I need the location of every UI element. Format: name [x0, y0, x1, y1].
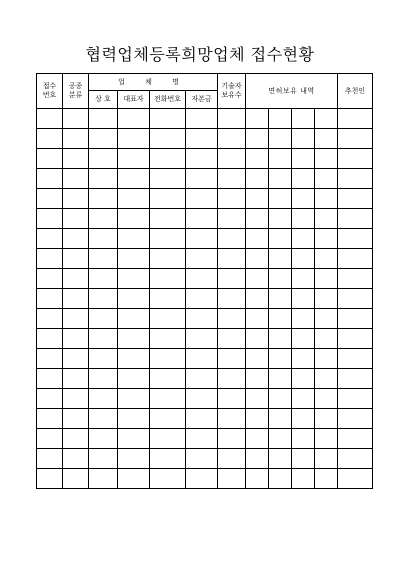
table-cell [218, 429, 246, 449]
header-capital: 자본금 [186, 91, 218, 109]
table-row [37, 229, 373, 249]
table-row [37, 289, 373, 309]
table-cell [246, 249, 269, 269]
table-cell [186, 389, 218, 409]
table-cell [186, 369, 218, 389]
table-cell [150, 189, 186, 209]
table-cell [89, 369, 118, 389]
table-cell [89, 429, 118, 449]
table-cell [292, 249, 315, 269]
registration-table [36, 73, 373, 489]
table-cell [246, 289, 269, 309]
table-cell [269, 309, 292, 329]
table-cell [37, 109, 63, 129]
table-cell [269, 369, 292, 389]
table-row [37, 349, 373, 369]
table-cell [118, 329, 150, 349]
table-cell [89, 389, 118, 409]
table-cell [186, 149, 218, 169]
table-cell [63, 449, 89, 469]
table-cell [315, 229, 338, 249]
table-cell [269, 429, 292, 449]
table-cell [315, 449, 338, 469]
table-cell [315, 189, 338, 209]
table-cell [315, 369, 338, 389]
header-company-group [89, 74, 218, 91]
table-cell [118, 389, 150, 409]
table-cell [89, 129, 118, 149]
table-cell [338, 449, 373, 469]
table-cell [218, 289, 246, 309]
table-cell [118, 209, 150, 229]
table-cell [269, 449, 292, 469]
table-cell [186, 269, 218, 289]
table-cell [269, 289, 292, 309]
table-cell [292, 449, 315, 469]
table-cell [89, 249, 118, 269]
table-cell [150, 289, 186, 309]
table-cell [218, 369, 246, 389]
table-cell [338, 269, 373, 289]
table-cell [37, 449, 63, 469]
table-cell [37, 149, 63, 169]
table-cell [63, 409, 89, 429]
table-row [37, 469, 373, 489]
table-cell [269, 229, 292, 249]
table-cell [315, 269, 338, 289]
table-cell [292, 269, 315, 289]
table-cell [37, 229, 63, 249]
table-cell [63, 189, 89, 209]
table-cell [315, 149, 338, 169]
table-cell [292, 309, 315, 329]
table-cell [37, 249, 63, 269]
table-cell [246, 409, 269, 429]
table-cell [150, 149, 186, 169]
table-cell [338, 329, 373, 349]
table-cell [63, 329, 89, 349]
table-cell [315, 209, 338, 229]
table-row [37, 449, 373, 469]
table-row [37, 249, 373, 269]
table-cell [269, 129, 292, 149]
table-cell [186, 309, 218, 329]
table-cell [218, 269, 246, 289]
table-row [37, 169, 373, 189]
table-cell [150, 109, 186, 129]
header-trade-name: 상 호 [89, 91, 118, 109]
table-cell [338, 189, 373, 209]
table-cell [150, 429, 186, 449]
table-row [37, 129, 373, 149]
table-cell [186, 209, 218, 229]
table-cell [89, 189, 118, 209]
table-cell [186, 109, 218, 129]
table-cell [269, 209, 292, 229]
table-row [37, 429, 373, 449]
table-cell [118, 269, 150, 289]
table-cell [150, 389, 186, 409]
table-cell [269, 149, 292, 169]
table-cell [292, 389, 315, 409]
table-row [37, 329, 373, 349]
table-cell [118, 189, 150, 209]
table-cell [89, 109, 118, 129]
table-cell [186, 249, 218, 269]
table-row [37, 369, 373, 389]
table-row [37, 209, 373, 229]
table-cell [292, 129, 315, 149]
table-row [37, 309, 373, 329]
table-cell [186, 429, 218, 449]
table-cell [338, 349, 373, 369]
table-cell [338, 229, 373, 249]
table-cell [63, 229, 89, 249]
table-cell [246, 349, 269, 369]
table-cell [269, 409, 292, 429]
table-cell [246, 309, 269, 329]
table-cell [269, 389, 292, 409]
table-cell [246, 469, 269, 489]
table-cell [292, 469, 315, 489]
table-cell [338, 209, 373, 229]
table-cell [186, 189, 218, 209]
table-cell [338, 109, 373, 129]
table-cell [292, 189, 315, 209]
table-cell [37, 129, 63, 149]
table-cell [338, 369, 373, 389]
table-cell [246, 429, 269, 449]
table-cell [150, 269, 186, 289]
table-cell [218, 309, 246, 329]
table-cell [63, 369, 89, 389]
table-cell [246, 169, 269, 189]
table-cell [150, 209, 186, 229]
table-cell [315, 429, 338, 449]
table-cell [315, 249, 338, 269]
table-cell [186, 289, 218, 309]
table-cell [246, 449, 269, 469]
table-cell [37, 469, 63, 489]
header-phone: 전화번호 [150, 91, 186, 109]
table-cell [269, 269, 292, 289]
table-cell [292, 289, 315, 309]
table-cell [315, 169, 338, 189]
table-cell [118, 369, 150, 389]
table-cell [246, 189, 269, 209]
table-cell [63, 149, 89, 169]
table-row [37, 109, 373, 129]
table-cell [218, 129, 246, 149]
table-cell [150, 329, 186, 349]
table-cell [246, 149, 269, 169]
table-cell [63, 469, 89, 489]
table-cell [150, 129, 186, 149]
table-cell [246, 329, 269, 349]
table-cell [37, 309, 63, 329]
table-cell [246, 209, 269, 229]
table-cell [269, 249, 292, 269]
table-cell [37, 409, 63, 429]
table-cell [338, 289, 373, 309]
table-cell [218, 349, 246, 369]
table-cell [218, 329, 246, 349]
table-cell [315, 129, 338, 149]
table-cell [118, 129, 150, 149]
table-cell [118, 309, 150, 329]
table-cell [292, 109, 315, 129]
table-cell [292, 369, 315, 389]
table-cell [338, 389, 373, 409]
table-cell [63, 289, 89, 309]
table-cell [37, 389, 63, 409]
table-cell [118, 429, 150, 449]
table-cell [315, 349, 338, 369]
table-cell [37, 429, 63, 449]
table-cell [246, 229, 269, 249]
table-cell [338, 469, 373, 489]
table-cell [186, 349, 218, 369]
table-cell [315, 329, 338, 349]
table-cell [186, 229, 218, 249]
table-cell [89, 169, 118, 189]
header-receipt-number: 접수 번호 [37, 74, 63, 109]
table-cell [338, 129, 373, 149]
table-cell [89, 269, 118, 289]
table-cell [338, 149, 373, 169]
header-recommender: 추천인 [338, 74, 373, 109]
table-cell [292, 409, 315, 429]
table-cell [269, 189, 292, 209]
header-licenses: 면허보유 내역 [246, 74, 338, 109]
table-row [37, 189, 373, 209]
table-cell [338, 309, 373, 329]
table-cell [89, 449, 118, 469]
table-cell [338, 429, 373, 449]
table-row [37, 409, 373, 429]
table-cell [118, 349, 150, 369]
table-row [37, 149, 373, 169]
table-cell [218, 149, 246, 169]
table-cell [118, 289, 150, 309]
table-cell [315, 469, 338, 489]
table-cell [269, 349, 292, 369]
table-cell [218, 169, 246, 189]
table-cell [89, 209, 118, 229]
table-cell [118, 249, 150, 269]
document-title: 협력업체등록희망업체 접수현황 [85, 45, 315, 64]
table-cell [63, 389, 89, 409]
table-cell [118, 229, 150, 249]
table-cell [37, 329, 63, 349]
table-cell [338, 409, 373, 429]
table-cell [63, 129, 89, 149]
table-cell [315, 109, 338, 129]
table-cell [118, 109, 150, 129]
table-row [37, 389, 373, 409]
table-cell [89, 349, 118, 369]
table-cell [118, 409, 150, 429]
table-cell [186, 169, 218, 189]
table-cell [150, 229, 186, 249]
header-technicians: 기술자 보유수 [218, 74, 246, 109]
table-cell [186, 329, 218, 349]
table-cell [63, 209, 89, 229]
table-cell [150, 449, 186, 469]
table-cell [37, 349, 63, 369]
table-cell [292, 349, 315, 369]
table-cell [89, 289, 118, 309]
table-cell [63, 269, 89, 289]
table-cell [246, 369, 269, 389]
header-row-1 [37, 74, 373, 91]
table-cell [150, 309, 186, 329]
table-cell [246, 129, 269, 149]
table-cell [218, 189, 246, 209]
table-cell [269, 469, 292, 489]
table-cell [150, 169, 186, 189]
table-cell [292, 169, 315, 189]
table-cell [63, 169, 89, 189]
table-cell [218, 449, 246, 469]
table-cell [338, 249, 373, 269]
table-cell [63, 429, 89, 449]
table-cell [218, 249, 246, 269]
table-cell [246, 269, 269, 289]
table-cell [269, 109, 292, 129]
header-representative: 대표자 [118, 91, 150, 109]
table-cell [218, 109, 246, 129]
table-cell [186, 409, 218, 429]
table-cell [218, 209, 246, 229]
table-cell [150, 249, 186, 269]
header-trade-category: 공종 분류 [63, 74, 89, 109]
table-cell [246, 389, 269, 409]
table-cell [37, 169, 63, 189]
table-cell [63, 309, 89, 329]
table-cell [89, 309, 118, 329]
table-cell [292, 149, 315, 169]
table-cell [118, 469, 150, 489]
table-cell [315, 309, 338, 329]
table-cell [89, 409, 118, 429]
table-cell [246, 109, 269, 129]
table-cell [269, 329, 292, 349]
table-cell [89, 469, 118, 489]
table-cell [89, 229, 118, 249]
table-cell [89, 149, 118, 169]
table-cell [150, 369, 186, 389]
header-company-group-label: 업 체 명 [118, 77, 188, 86]
table-cell [292, 229, 315, 249]
table-cell [118, 149, 150, 169]
table-cell [315, 289, 338, 309]
table-cell [63, 109, 89, 129]
table-cell [315, 409, 338, 429]
table-cell [37, 209, 63, 229]
table-cell [118, 449, 150, 469]
table-cell [186, 129, 218, 149]
table-row [37, 269, 373, 289]
table-cell [218, 229, 246, 249]
table-cell [292, 429, 315, 449]
table-cell [218, 409, 246, 429]
table-cell [37, 369, 63, 389]
table-cell [150, 409, 186, 429]
table-cell [292, 329, 315, 349]
table-cell [89, 329, 118, 349]
table-cell [218, 469, 246, 489]
table-cell [150, 469, 186, 489]
table-cell [37, 269, 63, 289]
table-cell [269, 169, 292, 189]
table-cell [37, 289, 63, 309]
table-cell [315, 389, 338, 409]
table-cell [118, 169, 150, 189]
table-cell [186, 469, 218, 489]
table-cell [63, 349, 89, 369]
table-cell [338, 169, 373, 189]
table-cell [37, 189, 63, 209]
table-cell [63, 249, 89, 269]
table-cell [150, 349, 186, 369]
table-cell [218, 389, 246, 409]
table-cell [292, 209, 315, 229]
table-cell [186, 449, 218, 469]
